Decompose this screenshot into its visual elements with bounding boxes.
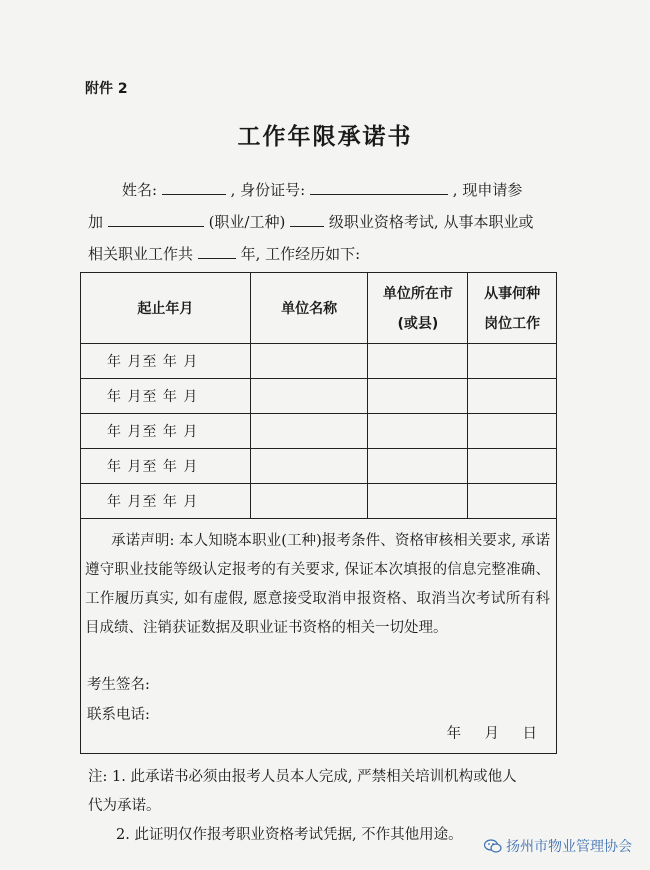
name-label: 姓名: xyxy=(122,181,158,199)
unit-name-cell[interactable] xyxy=(250,344,368,379)
join-text: 加 xyxy=(88,213,104,231)
level-blank[interactable] xyxy=(290,210,324,227)
header-unit-city xyxy=(368,273,468,344)
id-label: , 身份证号: xyxy=(230,181,306,199)
header-period: 起止年月 xyxy=(81,273,251,344)
header-unit-name: 单位名称 xyxy=(250,273,368,344)
unit-name-cell[interactable] xyxy=(250,414,368,449)
period-cell[interactable]: 年 月至 年 月 xyxy=(81,484,251,519)
id-blank[interactable] xyxy=(310,178,448,195)
header-unit-city-line2: (或县) xyxy=(397,316,439,332)
note-1-cont: 代为承诺。 xyxy=(88,798,161,814)
intro-line-3 xyxy=(88,242,360,264)
note-1: 注: 1. 此承诺书必须由报考人员本人完成, 严禁相关培训机构或他人 xyxy=(88,769,517,785)
phone-label[interactable]: 联系电话: xyxy=(87,707,150,723)
period-cell[interactable]: 年 月至 年 月 xyxy=(81,414,251,449)
level-text: 级职业资格考试, 从事本职业或 xyxy=(328,213,534,231)
apply-text: , 现申请参 xyxy=(452,181,523,199)
header-position-line1: 从事何种 xyxy=(484,286,541,302)
position-cell[interactable] xyxy=(468,414,557,449)
declaration-cell xyxy=(81,519,557,754)
attachment-label: 附件 2 xyxy=(85,81,128,97)
period-cell[interactable]: 年 月至 年 月 xyxy=(81,379,251,414)
header-position-line2: 岗位工作 xyxy=(484,316,541,332)
period-cell[interactable]: 年 月至 年 月 xyxy=(81,449,251,484)
position-cell[interactable] xyxy=(468,449,557,484)
years-blank[interactable] xyxy=(198,242,236,259)
unit-city-cell[interactable] xyxy=(368,344,468,379)
years-label: 相关职业工作共 xyxy=(88,245,194,263)
unit-city-cell[interactable] xyxy=(368,379,468,414)
position-cell[interactable] xyxy=(468,379,557,414)
declaration-row xyxy=(81,519,557,754)
intro-line-1 xyxy=(122,178,522,200)
occupation-blank[interactable] xyxy=(108,210,204,227)
watermark-text: 扬州市物业管理协会 xyxy=(506,839,632,855)
table-row xyxy=(81,344,557,379)
declaration-date[interactable]: 年 月 日 xyxy=(446,726,538,742)
history-text: 年, 工作经历如下: xyxy=(240,245,361,263)
signature-label[interactable]: 考生签名: xyxy=(87,677,150,693)
occupation-label: (职业/工种) xyxy=(208,213,286,231)
table-row xyxy=(81,414,557,449)
unit-name-cell[interactable] xyxy=(250,449,368,484)
unit-city-cell[interactable] xyxy=(368,484,468,519)
page-title: 工作年限承诺书 xyxy=(237,124,413,150)
note-2: 2. 此证明仅作报考职业资格考试凭据, 不作其他用途。 xyxy=(116,827,463,843)
intro-line-2 xyxy=(88,210,533,232)
watermark xyxy=(484,836,632,856)
declaration-body: 承诺声明: 本人知晓本职业(工种)报考条件、资格审核相关要求, 承诺遵守职业技能等级认定报考的有关要求, 保证本次填报的信息完整准确、工作履历真实, 如有虚假, 愿意接受取消申报资格、取消当次考试所有科目成绩、注销获证数据及职业证书资格的相关一切处理。 xyxy=(85,533,550,636)
work-history-table xyxy=(80,272,557,754)
table-row xyxy=(81,379,557,414)
table-row xyxy=(81,449,557,484)
unit-city-cell[interactable] xyxy=(368,414,468,449)
unit-name-cell[interactable] xyxy=(250,484,368,519)
period-cell[interactable]: 年 月至 年 月 xyxy=(81,344,251,379)
header-unit-city-line1: 单位所在市 xyxy=(382,286,453,302)
header-position xyxy=(468,273,557,344)
table-row xyxy=(81,484,557,519)
wechat-icon xyxy=(484,839,502,853)
table-header-row xyxy=(81,273,557,344)
unit-city-cell[interactable] xyxy=(368,449,468,484)
position-cell[interactable] xyxy=(468,484,557,519)
declaration-text xyxy=(85,527,550,643)
position-cell[interactable] xyxy=(468,344,557,379)
name-blank[interactable] xyxy=(162,178,226,195)
unit-name-cell[interactable] xyxy=(250,379,368,414)
